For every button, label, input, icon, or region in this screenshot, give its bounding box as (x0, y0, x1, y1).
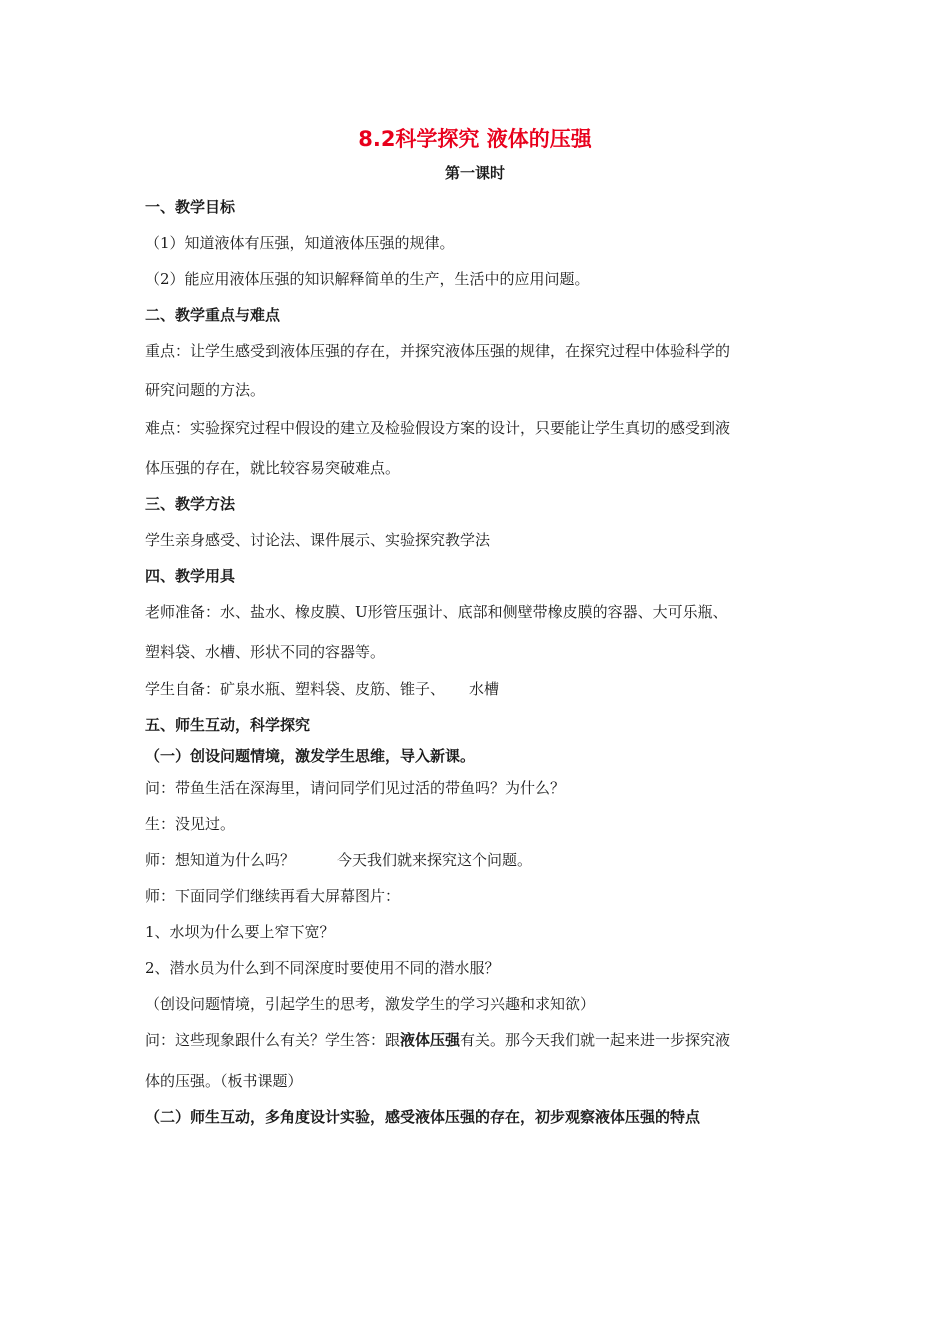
dialogue-part: 今天我们就来探究这个问题。 (337, 851, 533, 869)
section-heading-tools: 四、教学用具 (145, 567, 236, 585)
section-heading-methods: 三、教学方法 (145, 495, 236, 513)
student-tools-list: 学生自备：矿泉水瓶、塑料袋、皮筋、锥子、 (145, 680, 446, 698)
objective-item: （2）能应用液体压强的知识解释简单的生产，生活中的应用问题。 (145, 270, 590, 288)
document-subtitle: 第一课时 (444, 164, 505, 182)
dialogue-part: 师：想知道为什么吗？ (145, 851, 296, 869)
student-tools-last: 水槽 (469, 680, 500, 698)
dialogue-line: 体的压强。（板书课题） (145, 1072, 303, 1090)
question-item: 1、水坝为什么要上窄下宽？ (145, 923, 335, 941)
teacher-tools-text: 老师准备：水、盐水、橡皮膜、U形管压强计、底部和侧壁带橡皮膜的容器、大可乐瓶、 (145, 603, 728, 621)
key-point-text: 重点：让学生感受到液体压强的存在，并探究液体压强的规律，在探究过程中体验科学的 (145, 342, 731, 360)
key-point-text: 研究问题的方法。 (145, 381, 266, 399)
dialogue-line (145, 1030, 810, 1050)
objective-item: （1）知道液体有压强，知道液体压强的规律。 (145, 234, 455, 252)
student-tools-text (145, 679, 810, 699)
subsection-heading: （一）创设问题情境，激发学生思维，导入新课。 (145, 747, 476, 765)
dialogue-line: 师：下面同学们继续再看大屏幕图片： (145, 887, 401, 905)
question-item: 2、潜水员为什么到不同深度时要使用不同的潜水服？ (145, 959, 500, 977)
subsection-heading: （二）师生互动，多角度设计实验，感受液体压强的存在，初步观察液体压强的特点 (145, 1108, 701, 1126)
keyword-highlight: 液体压强 (400, 1031, 461, 1049)
teaching-note: （创设问题情境，引起学生的思考，激发学生的学习兴趣和求知欲） (145, 995, 596, 1013)
teacher-tools-text: 塑料袋、水槽、形状不同的容器等。 (145, 643, 386, 661)
difficulty-text: 体压强的存在，就比较容易突破难点。 (145, 459, 401, 477)
section-heading-interaction: 五、师生互动，科学探究 (145, 716, 311, 734)
dialogue-line (145, 850, 810, 870)
difficulty-text: 难点：实验探究过程中假设的建立及检验假设方案的设计，只要能让学生真切的感受到液 (145, 419, 731, 437)
methods-text: 学生亲身感受、讨论法、课件展示、实验探究教学法 (145, 531, 491, 549)
document-title: 8.2科学探究 液体的压强 (358, 127, 592, 151)
dialogue-line: 生：没见过。 (145, 815, 236, 833)
section-heading-objectives: 一、教学目标 (145, 198, 236, 216)
dialogue-part: 问：这些现象跟什么有关？学生答：跟 (145, 1031, 401, 1049)
section-heading-key-points: 二、教学重点与难点 (145, 306, 281, 324)
dialogue-part: 有关。那今天我们就一起来进一步探究液 (460, 1031, 731, 1049)
dialogue-line: 问：带鱼生活在深海里，请问同学们见过活的带鱼吗？为什么？ (145, 779, 566, 797)
